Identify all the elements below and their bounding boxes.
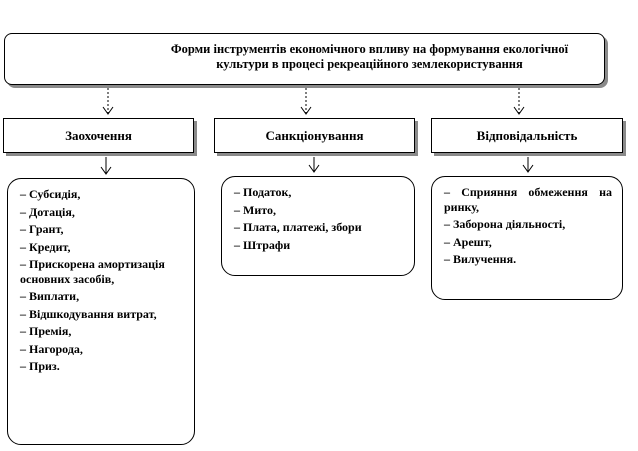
list-item: – Відшкодування витрат,	[20, 306, 157, 321]
list-item: – Вилучення.	[444, 252, 517, 266]
list-item: – Дотація,	[20, 204, 75, 219]
diagram-title: Форми інструментів економічного впливу на формування екологічної культури в процесі рекреаційного землекористування	[170, 42, 569, 71]
list-item: – Плата, платежі, збори	[234, 220, 362, 234]
list-item: – Прискорена амортизація основних засобів,	[20, 257, 165, 286]
category-box-incentives	[3, 118, 194, 153]
list-item: – Заборона діяльності,	[444, 217, 566, 231]
responsibility-list-box	[431, 176, 623, 300]
list-item: – Грант,	[20, 222, 64, 236]
list-item: – Субсидія,	[20, 187, 81, 201]
list-item: – Сприяння обмеження на ринку,	[444, 185, 612, 214]
list-item: – Податок,	[234, 185, 292, 199]
category-label: Відповідальність	[476, 128, 578, 143]
title-box	[4, 33, 605, 85]
category-label: Санкціонування	[265, 128, 364, 143]
category-label: Заохочення	[65, 128, 132, 143]
sanctions-list-box	[221, 176, 415, 276]
list-item: – Виплати,	[20, 289, 80, 303]
list-item: – Премія,	[20, 324, 72, 338]
list-item: – Мито,	[234, 202, 276, 217]
category-box-sanctions	[214, 118, 415, 153]
list-item: – Приз.	[20, 359, 60, 373]
list-item: – Кредит,	[20, 239, 71, 254]
list-item: – Штрафи	[234, 237, 291, 252]
category-box-responsibility	[431, 118, 623, 153]
incentives-list-box	[7, 178, 195, 445]
list-item: – Арешт,	[444, 234, 492, 249]
list-item: – Нагорода,	[20, 341, 83, 356]
